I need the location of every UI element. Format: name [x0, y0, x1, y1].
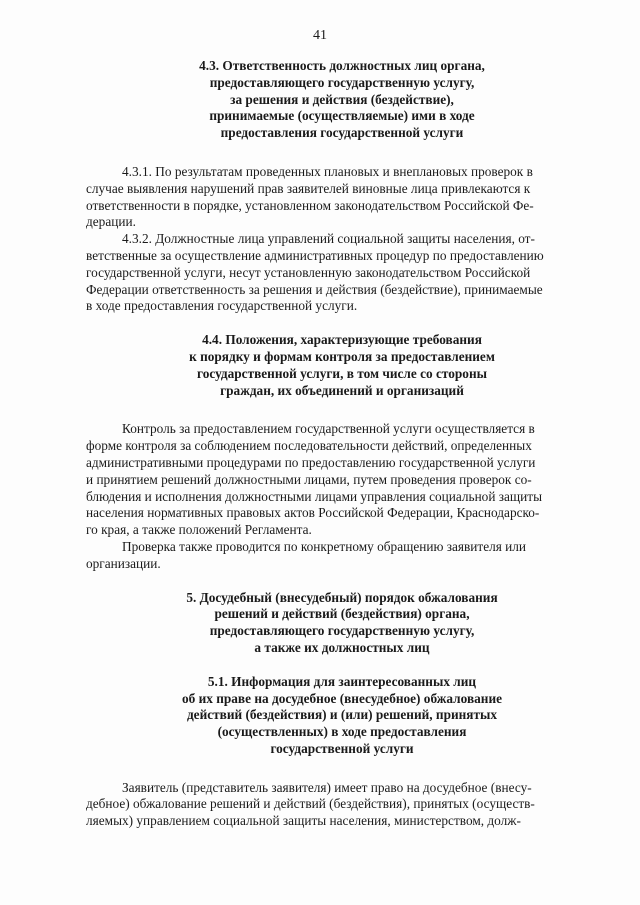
heading-line: об их праве на досудебное (внесудебное) обжалование	[181, 690, 503, 706]
text-line: ветственные за осуществление административных процедур по предоставлению	[86, 247, 544, 263]
text-line: ответственности в порядке, установленном законодательством Российской Фе-	[86, 197, 534, 213]
text-line: Контроль за предоставлением государственной услуги осуществляется в	[122, 421, 535, 437]
section-5-1-heading	[86, 674, 598, 758]
text-line: Заявитель (представитель заявителя) имеет право на досудебное (внесу-	[122, 779, 532, 795]
text-line: ляемых) управлением социальной защиты населения, министерством, долж-	[86, 813, 521, 829]
heading-line: 4.4. Положения, характеризующие требования	[202, 332, 482, 348]
text-line: и принятием решений должностными лицами, путем проведения проверок со-	[86, 471, 532, 487]
text-line: Федерации ответственность за решения и действия (бездействие), принимаемые	[86, 281, 543, 297]
text-line: 4.3.1. По результатам проведенных плановых и внеплановых проверок в	[122, 163, 533, 179]
heading-line: 5.1. Информация для заинтересованных лиц	[207, 673, 477, 689]
text-line: административными процедурами по предоставлению государственной услуги	[86, 454, 536, 470]
paragraph-4-3-2	[86, 231, 598, 315]
text-line: блюдения и исполнения должностными лицами управления социальной защиты	[86, 488, 543, 504]
text-line: в ходе предоставления государственной услуги.	[86, 298, 358, 314]
paragraph-5-1-1	[86, 780, 598, 830]
heading-line: принимаемые (осуществляемые) ими в ходе	[209, 108, 475, 124]
text-line: организации.	[86, 555, 161, 571]
page-number: 41	[313, 28, 327, 43]
heading-line: 4.3. Ответственность должностных лиц органа,	[199, 58, 485, 73]
text-line: го края, а также положений Регламента.	[86, 522, 312, 538]
section-4-3-heading	[86, 58, 598, 142]
text-line: дерации.	[86, 214, 136, 230]
paragraph-4-4-1	[86, 421, 598, 539]
heading-line: 5. Досудебный (внесудебный) порядок обжалования	[186, 589, 498, 605]
paragraph-4-3-1	[86, 164, 598, 231]
section-5-heading	[86, 590, 598, 657]
heading-line: решений и действий (бездействия) органа,	[214, 606, 470, 622]
heading-line: к порядку и формам контроля за предоставлением	[189, 348, 495, 364]
text-line: 4.3.2. Должностные лица управлений социальной защиты населения, от-	[122, 231, 535, 247]
heading-line: предоставления государственной услуги	[220, 125, 464, 141]
text-line: дебное) обжалование решений и действий (бездействия), принятых (осуществ-	[86, 796, 535, 812]
text-line: случае выявления нарушений прав заявителей виновные лица привлекаются к	[86, 180, 531, 196]
text-line: государственной услуги, несут установленную законодательством Российской	[86, 264, 531, 280]
heading-line: предоставляющего государственную услугу,	[209, 623, 475, 639]
paragraph-4-4-2	[86, 539, 598, 573]
text-line: форме контроля за соблюдением последовательности действий, определенных	[86, 438, 532, 454]
page-content	[86, 58, 598, 830]
heading-line: предоставляющего государственную услугу,	[209, 74, 475, 90]
heading-line: государственной услуги	[270, 740, 414, 756]
heading-line: действий (бездействия) и (или) решений, принятых	[186, 707, 498, 723]
heading-line: граждан, их объединений и организаций	[220, 382, 464, 398]
heading-line: (осуществленных) в ходе предоставления	[217, 724, 467, 740]
heading-line: государственной услуги, в том числе со стороны	[197, 365, 487, 381]
heading-line: а также их должностных лиц	[254, 639, 430, 655]
text-line: Проверка также проводится по конкретному обращению заявителя или	[122, 538, 527, 554]
heading-line: за решения и действия (бездействие),	[230, 91, 454, 107]
section-4-4-heading	[86, 332, 598, 399]
text-line: населения нормативных правовых актов Российской Федерации, Краснодарско-	[86, 505, 540, 521]
